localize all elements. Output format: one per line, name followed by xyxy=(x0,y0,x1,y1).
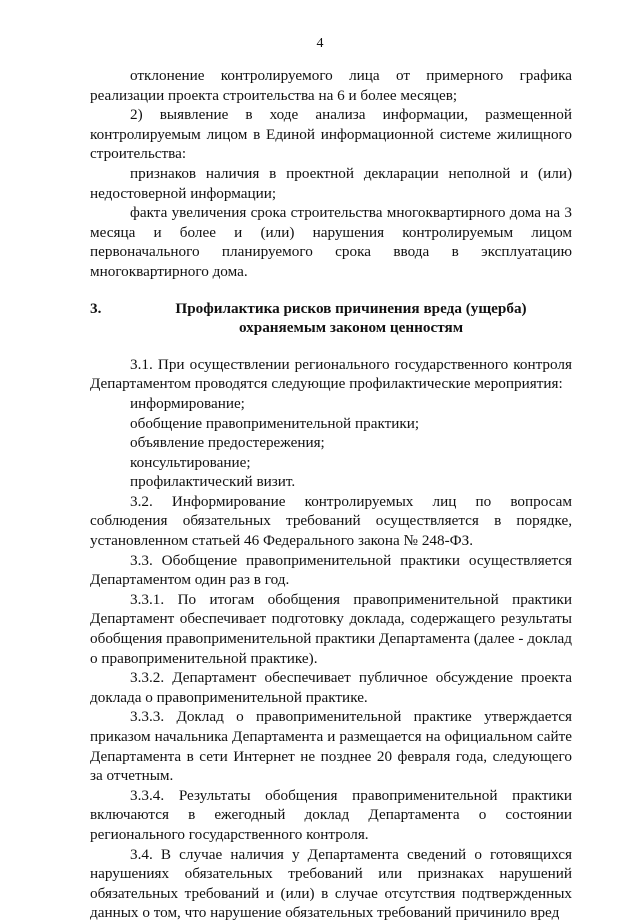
section-title: Профилактика рисков причинения вреда (ущерба) охраняемым законом ценностям xyxy=(175,299,527,337)
document-body xyxy=(90,66,572,923)
intro-paragraph-1: отклонение контролируемого лица от примерного графика реализации проекта строительства на 6 и более месяцев; xyxy=(90,67,572,104)
list-item-consulting: консультирование; xyxy=(130,453,251,471)
paragraph-3-4: 3.4. В случае наличия у Департамента сведений о готовящихся нарушениях обязательных требований или признаках нарушений обязательных требований и (или) в случае отсутствия подтвержденных данных о том, что нарушение обязательных требований причинило вред xyxy=(90,845,572,922)
page-number: 4 xyxy=(316,36,324,51)
intro-paragraph-2: 2) выявление в ходе анализа информации, размещенной контролируемым лицом в Единой информационной системе жилищного строительства: xyxy=(90,106,572,163)
section-number: 3. xyxy=(90,299,102,317)
section-heading xyxy=(90,299,572,338)
paragraph-3-3-4: 3.3.4. Результаты обобщения правоприменительной практики включаются в ежегодный доклад Департамента о состоянии регионального государственного контроля. xyxy=(90,786,572,843)
intro-paragraph-3: признаков наличия в проектной декларации неполной и (или) недостоверной информации; xyxy=(90,164,572,202)
list-item-warning: объявление предостережения; xyxy=(130,434,325,452)
list-item-informing: информирование; xyxy=(130,394,245,412)
list-item-visit: профилактический визит. xyxy=(130,473,296,491)
paragraph-3-3-1: 3.3.1. По итогам обобщения правоприменительной практики Департамент обеспечивает подготовку доклада, содержащего результаты обобщения правоприменительной практики Департамента (далее - доклад о правоприменительной практике). xyxy=(90,590,573,667)
paragraph-3-3: 3.3. Обобщение правоприменительной практики осуществляется Департаментом один раз в год. xyxy=(90,551,572,589)
paragraph-3-3-3: 3.3.3. Доклад о правоприменительной практике утверждается приказом начальника Департамента и размещается на официальном сайте Департамента в сети Интернет не позднее 20 февраля года, следующего за отчетным. xyxy=(90,708,572,785)
intro-paragraph-4: факта увеличения срока строительства многоквартирного дома на 3 месяца и более и (или) нарушения контролируемым лицом первоначального планируемого срока ввода в эксплуатацию многоквартирного дома. xyxy=(90,204,572,280)
paragraph-3-2: 3.2. Информирование контролируемых лиц по вопросам соблюдения обязательных требований осуществляется в порядке, установленном статьей 46 Федерального закона № 248-ФЗ. xyxy=(90,492,572,550)
paragraph-3-3-2: 3.3.2. Департамент обеспечивает публичное обсуждение проекта доклада о правоприменительной практике. xyxy=(90,669,572,706)
paragraph-3-1: 3.1. При осуществлении регионального государственного контроля Департаментом проводятся следующие профилактические мероприятия: xyxy=(90,355,572,393)
list-item-generalization: обобщение правоприменительной практики; xyxy=(130,414,420,432)
